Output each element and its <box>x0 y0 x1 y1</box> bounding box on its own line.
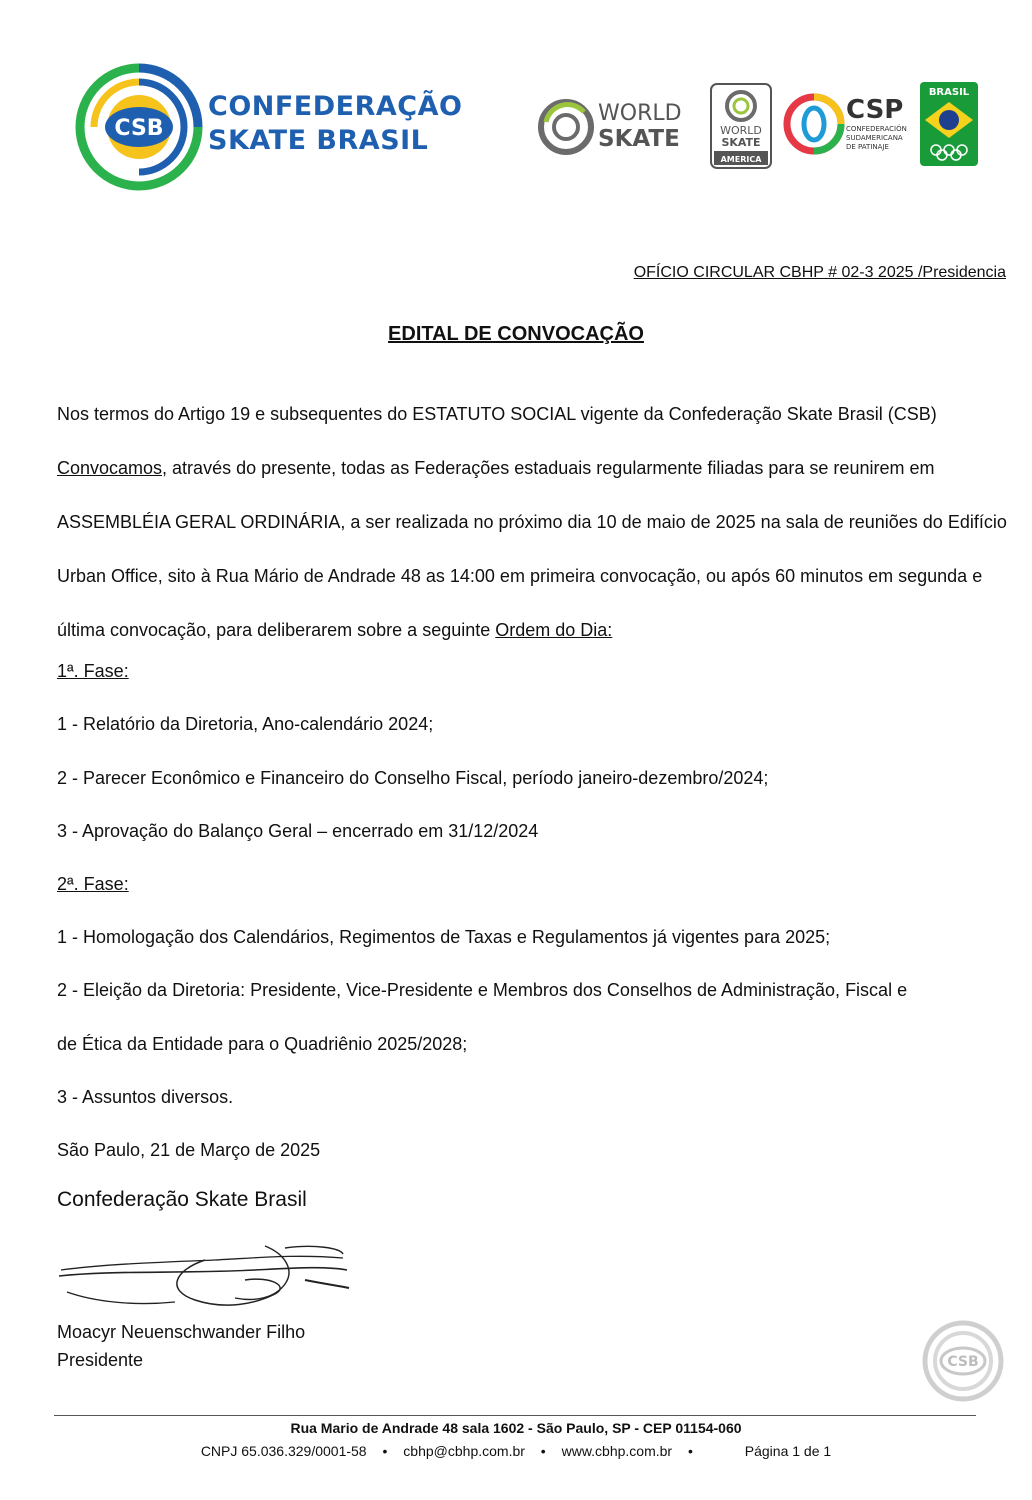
document-title: EDITAL DE CONVOCAÇÃO <box>388 323 644 345</box>
csp-sub-3: DE PATINAJE <box>846 143 889 151</box>
phase-2-item: 1 - Homologação dos Calendários, Regimentos de Taxas e Regulamentos já vigentes para 2025; <box>57 927 831 947</box>
world-skate-word-2: SKATE <box>598 126 680 152</box>
footer-page-number: Página 1 de 1 <box>744 1443 832 1459</box>
organization-name: Confederação Skate Brasil <box>57 1188 307 1211</box>
partner-logos <box>536 82 982 172</box>
ordem-do-dia: Ordem do Dia: <box>495 620 613 640</box>
signer-name: Moacyr Neuenschwander Filho <box>57 1322 306 1342</box>
footer-divider <box>54 1415 976 1416</box>
paragraph-intro: Nos termos do Artigo 19 e subsequentes do ESTATUTO SOCIAL vigente da Confederação Skate Brasil (CSB) <box>57 404 937 424</box>
bullet-icon: • <box>540 1443 546 1459</box>
csp-sub-2: SUDAMERICANA <box>846 134 903 142</box>
world-skate-word-1: WORLD <box>598 101 682 126</box>
world-skate-logo <box>541 101 682 152</box>
signer-role: Presidente <box>57 1350 144 1370</box>
csb-logo <box>74 62 464 192</box>
wsa-word-2: SKATE <box>721 136 761 149</box>
csp-sub-1: CONFEDERACIÓN <box>846 125 907 133</box>
phase-2-item: 3 - Assuntos diversos. <box>57 1087 234 1107</box>
phase-2-label: 2ª. Fase: <box>57 874 129 894</box>
world-skate-america-logo <box>711 84 771 168</box>
csb-badge-text: CSB <box>114 116 164 141</box>
phase-1-item: 2 - Parecer Econômico e Financeiro do Conselho Fiscal, período janeiro-dezembro/2024; <box>57 768 769 788</box>
phase-1-label: 1ª. Fase: <box>57 661 129 681</box>
csb-ring-icon <box>74 62 204 192</box>
brasil-text: BRASIL <box>928 87 970 98</box>
footer-email[interactable]: cbhp@cbhp.com.br <box>403 1443 525 1459</box>
phase-2-item: de Ética da Entidade para o Quadriênio 2025/2028; <box>57 1034 468 1054</box>
csp-logo <box>787 95 907 151</box>
convocation-paragraph <box>57 387 1007 657</box>
footer-cnpj: CNPJ 65.036.329/0001-58 <box>200 1443 367 1459</box>
stamp-text: CSB <box>947 1354 979 1370</box>
logo-wordmark <box>208 90 462 158</box>
handwritten-signature <box>55 1240 355 1320</box>
signer-block <box>57 1318 305 1374</box>
csp-text: CSP <box>846 95 904 125</box>
logo-line-2: SKATE BRASIL <box>208 125 429 156</box>
footer-contacts <box>0 1443 1032 1459</box>
document-reference: OFÍCIO CIRCULAR CBHP # 02-3 2025 /Presidencia <box>633 264 1006 281</box>
phase-1-item: 3 - Aprovação do Balanço Geral – encerrado em 31/12/2024 <box>57 821 539 841</box>
logo-line-1: CONFEDERAÇÃO <box>208 91 463 122</box>
footer-address: Rua Mario de Andrade 48 sala 1602 - São Paulo, SP - CEP 01154-060 <box>290 1420 742 1436</box>
bullet-icon: • <box>382 1443 388 1459</box>
wsa-word-1: WORLD <box>720 124 762 137</box>
footer-website[interactable]: www.cbhp.com.br <box>561 1443 673 1459</box>
place-date: São Paulo, 21 de Março de 2025 <box>57 1140 321 1160</box>
bullet-icon: • <box>687 1443 693 1459</box>
phase-1-item: 1 - Relatório da Diretoria, Ano-calendário 2024; <box>57 714 434 734</box>
convocamos-word: Convocamos <box>57 458 163 478</box>
paragraph-body: , através do presente, todas as Federações estaduais regularmente filiadas para se reunirem em ASSEMBLÉIA GERAL ORDINÁRIA, a ser realizada no próximo dia 10 de maio de 2025 na sala de reuniões do Edifício Urban Office, sito à Rua Mário de Andrade 48 as 14:00 em primeira convocação, ou após 60 minutos em segunda e última convocação, para deliberarem sobre a seguinte <box>57 458 1007 640</box>
wsa-word-3: AMERICA <box>720 155 762 164</box>
phase-2-item: 2 - Eleição da Diretoria: Presidente, Vice-Presidente e Membros dos Conselhos de Administração, Fiscal e <box>57 980 908 1000</box>
csb-watermark-stamp <box>920 1318 1006 1404</box>
cob-brasil-logo <box>920 82 978 166</box>
